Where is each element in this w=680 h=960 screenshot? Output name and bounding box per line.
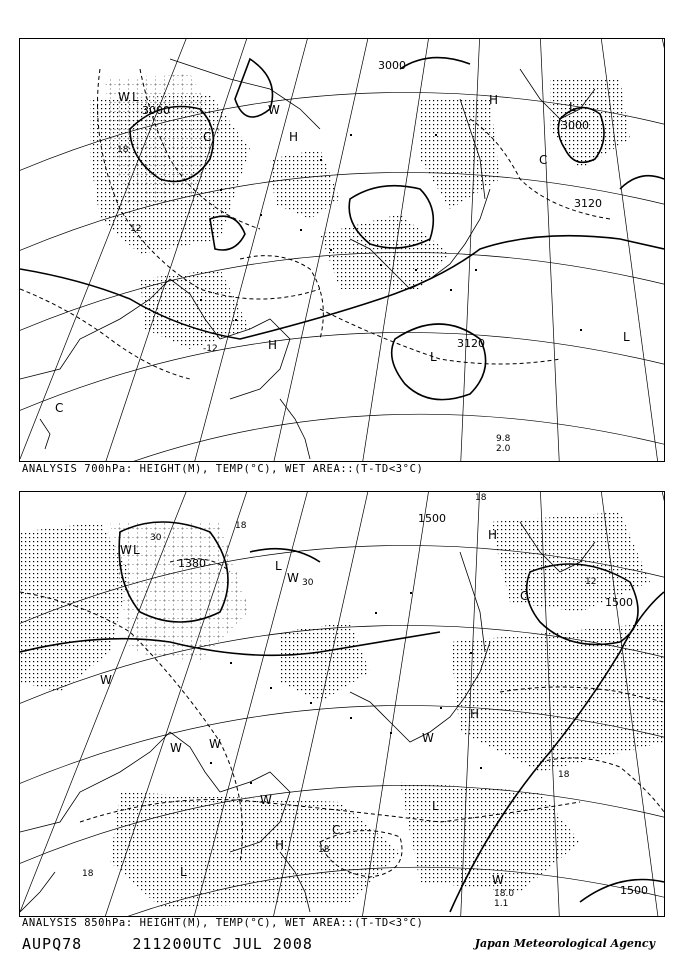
pressure-center: C bbox=[203, 130, 212, 144]
pressure-center: W bbox=[422, 731, 434, 745]
panel-caption-850hpa: ANALYSIS 850hPa: HEIGHT(M), TEMP(°C), WET AREA::(T-TD<3°C) bbox=[22, 917, 424, 929]
isotherm-label: -12 bbox=[203, 344, 218, 354]
pressure-center: L bbox=[275, 559, 282, 573]
wet-area bbox=[280, 622, 370, 702]
isotherm-label: 30 bbox=[302, 578, 314, 588]
isotherm-label: 18 bbox=[117, 145, 129, 155]
isotherm-label: 30 bbox=[150, 533, 162, 543]
isotherm-label: 18 bbox=[558, 770, 570, 780]
pressure-center: H bbox=[489, 93, 499, 107]
station-plots bbox=[210, 592, 482, 784]
pressure-center: W bbox=[209, 737, 221, 751]
isotherm-label: 18 bbox=[235, 521, 247, 531]
contour-label: 1500 bbox=[620, 884, 648, 897]
isotherm-label: 18 bbox=[475, 493, 487, 503]
pressure-center: W bbox=[492, 873, 504, 887]
wet-area bbox=[20, 522, 130, 692]
panel-caption-700hpa: ANALYSIS 700hPa: HEIGHT(M), TEMP(°C), WET AREA::(T-TD<3°C) bbox=[22, 463, 424, 475]
isotherm-label: 12 bbox=[585, 577, 597, 587]
pressure-center: H bbox=[289, 130, 299, 144]
isotherm-label: 18 bbox=[318, 845, 330, 855]
station-dewpoint: 1.1 bbox=[494, 899, 509, 909]
contour-label: 1380 bbox=[178, 557, 206, 570]
agency-name: Japan Meteorological Agency bbox=[474, 937, 655, 950]
pressure-center: H bbox=[488, 528, 498, 542]
pressure-center: W bbox=[100, 673, 112, 687]
pressure-center: L bbox=[430, 350, 437, 364]
contour-label: 3000 bbox=[561, 119, 589, 132]
wet-area bbox=[450, 622, 664, 772]
pressure-center: L bbox=[432, 799, 439, 813]
station-temp: 18.0 bbox=[494, 889, 515, 899]
pressure-center: W bbox=[118, 90, 130, 104]
chart-code bbox=[22, 935, 313, 953]
chart-id: AUPQ78 bbox=[22, 935, 83, 953]
contour-label: 1500 bbox=[605, 596, 633, 609]
pressure-center: W bbox=[268, 103, 280, 117]
pressure-center: C bbox=[520, 589, 529, 603]
map-panel-850hpa bbox=[19, 491, 665, 917]
pressure-center: L bbox=[133, 543, 140, 557]
pressure-center: L bbox=[569, 100, 576, 114]
pressure-center: C bbox=[55, 401, 64, 415]
contour-label: 3120 bbox=[574, 197, 602, 210]
map-700hpa bbox=[20, 39, 664, 461]
chart-timestamp: 211200UTC JUL 2008 bbox=[132, 935, 313, 953]
pressure-center: W bbox=[260, 793, 272, 807]
pressure-center: H bbox=[470, 707, 480, 721]
wet-area bbox=[400, 782, 580, 892]
contour-label: 3120 bbox=[457, 337, 485, 350]
station-dewpoint: 2.0 bbox=[496, 444, 511, 454]
station-temp: 9.8 bbox=[496, 434, 511, 444]
wet-area bbox=[420, 99, 500, 209]
contour-label: 3000 bbox=[142, 104, 170, 117]
pressure-center: L bbox=[132, 90, 139, 104]
map-850hpa bbox=[20, 492, 664, 916]
pressure-center: H bbox=[268, 338, 278, 352]
contour-label: 1500 bbox=[418, 512, 446, 525]
map-panel-700hpa bbox=[19, 38, 665, 462]
pressure-center: C bbox=[332, 823, 341, 837]
wet-area bbox=[270, 149, 340, 219]
pressure-center: L bbox=[623, 330, 630, 344]
wet-area bbox=[320, 214, 450, 289]
pressure-center: W bbox=[120, 543, 132, 557]
isotherm-label: 12 bbox=[130, 224, 142, 234]
pressure-center: W bbox=[287, 571, 299, 585]
isotherm-label: 18 bbox=[82, 869, 94, 879]
pressure-center: L bbox=[180, 865, 187, 879]
wet-area bbox=[110, 792, 400, 907]
pressure-center: C bbox=[539, 153, 548, 167]
contour-label: 3000 bbox=[378, 59, 406, 72]
pressure-center: W bbox=[170, 741, 182, 755]
pressure-center: H bbox=[275, 838, 285, 852]
